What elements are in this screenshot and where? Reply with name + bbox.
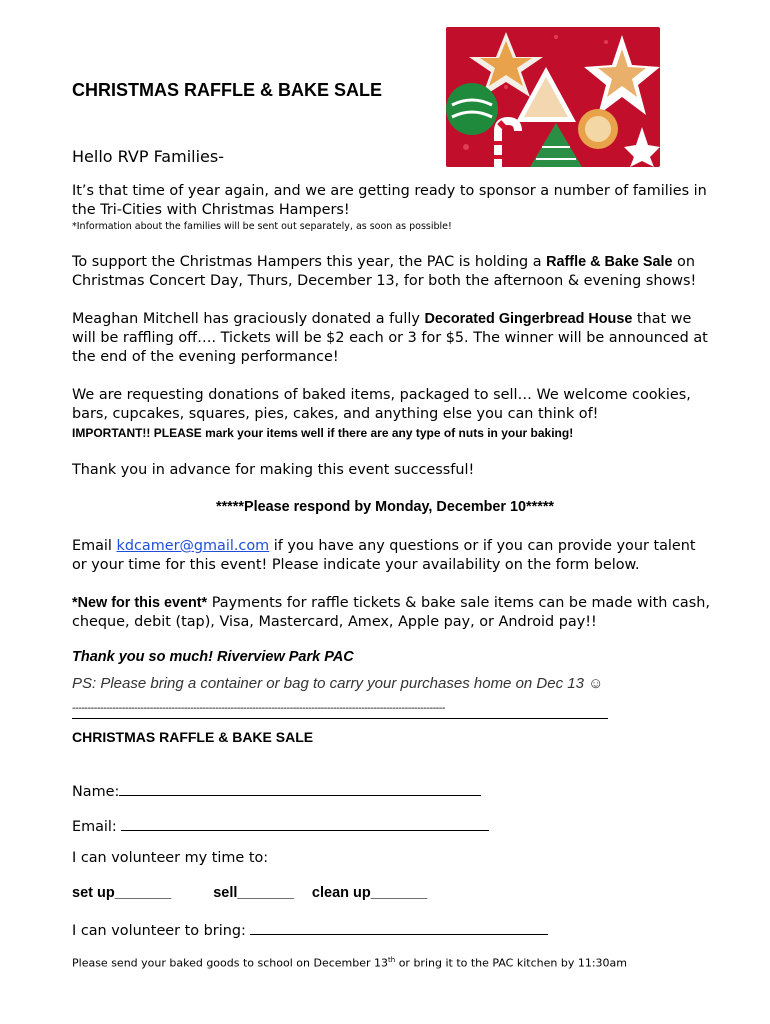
raffle-text-post: that we will be raffling off…. Tickets will be $2 each or 3 for $5. The winner will be announced at the end of the evening performance! — [72, 311, 708, 365]
important-note: IMPORTANT!! PLEASE mark your items well if there are any type of nuts in your baking! — [72, 426, 574, 440]
bring-row — [72, 920, 548, 939]
raffle-bold: Decorated Gingerbread House — [424, 311, 633, 327]
email-link[interactable]: kdcamer@gmail.com — [116, 538, 270, 554]
raffle-paragraph — [72, 310, 712, 367]
thanks-advance: Thank you in advance for making this event successful! — [72, 462, 475, 478]
support-text-pre: To support the Christmas Hampers this year, the PAC is holding a — [72, 254, 547, 270]
bring-label: I can volunteer to bring: — [72, 923, 246, 939]
christmas-cookies-photo — [446, 27, 660, 167]
email-label: Email: — [72, 819, 117, 835]
page-title: CHRISTMAS RAFFLE & BAKE SALE — [72, 80, 382, 100]
volunteer-options — [72, 885, 427, 901]
email-row — [72, 816, 489, 835]
raffle-text-pre: Meaghan Mitchell has graciously donated a fully — [72, 311, 425, 327]
bring-field[interactable] — [250, 920, 548, 935]
cut-line: ------------------------------------------------------------------------------------------------------------------------ — [72, 704, 608, 719]
email-field[interactable] — [121, 816, 489, 831]
support-paragraph — [72, 253, 712, 291]
name-row — [72, 781, 481, 800]
footer-note: Please send your baked goods to school on December 13th or bring it to the PAC kitchen by 11:30am — [72, 956, 627, 970]
ps-note: PS: Please bring a container or bag to carry your purchases home on Dec 13 ☺ — [72, 675, 604, 692]
bake-paragraph — [72, 386, 712, 442]
cleanup-option[interactable]: clean up_______ — [311, 885, 428, 901]
setup-option[interactable]: set up_______ — [72, 885, 172, 901]
respond-by: *****Please respond by Monday, December 10***** — [215, 499, 555, 515]
contact-paragraph — [72, 537, 712, 575]
greeting: Hello RVP Families- — [72, 147, 224, 166]
intro-paragraph: It’s that time of year again, and we are getting ready to sponsor a number of families in the Tri-Cities with Christmas Hampers! — [72, 183, 707, 218]
intro-section — [72, 182, 712, 234]
name-field[interactable] — [119, 781, 481, 796]
sell-option[interactable]: sell_______ — [213, 885, 294, 901]
bake-text: We are requesting donations of baked items, packaged to sell… We welcome cookies, bars, cupcakes, squares, pies, cakes, and anything else you can think of! — [72, 387, 691, 422]
contact-text-pre: Email — [72, 538, 117, 554]
name-label: Name: — [72, 784, 120, 800]
volunteer-time-label: I can volunteer my time to: — [72, 850, 269, 866]
payment-paragraph — [72, 594, 712, 632]
intro-note: *Information about the families will be sent out separately, as soon as possible! — [72, 221, 452, 232]
contact-text-post: if you have any questions or if you can provide your talent or your time for this event! Please indicate your availability on the form below. — [72, 538, 696, 573]
payment-bold: *New for this event* — [72, 595, 208, 611]
support-text-post: on Christmas Concert Day, Thurs, December 13, for both the afternoon & evening shows! — [72, 254, 697, 289]
signoff: Thank you so much! Riverview Park PAC — [72, 649, 354, 665]
support-bold: Raffle & Bake Sale — [546, 254, 673, 270]
form-title: CHRISTMAS RAFFLE & BAKE SALE — [72, 729, 314, 745]
payment-text: Payments for raffle tickets & bake sale items can be made with cash, cheque, debit (tap), Visa, Mastercard, Amex, Apple pay, or Android pay!! — [72, 595, 710, 630]
